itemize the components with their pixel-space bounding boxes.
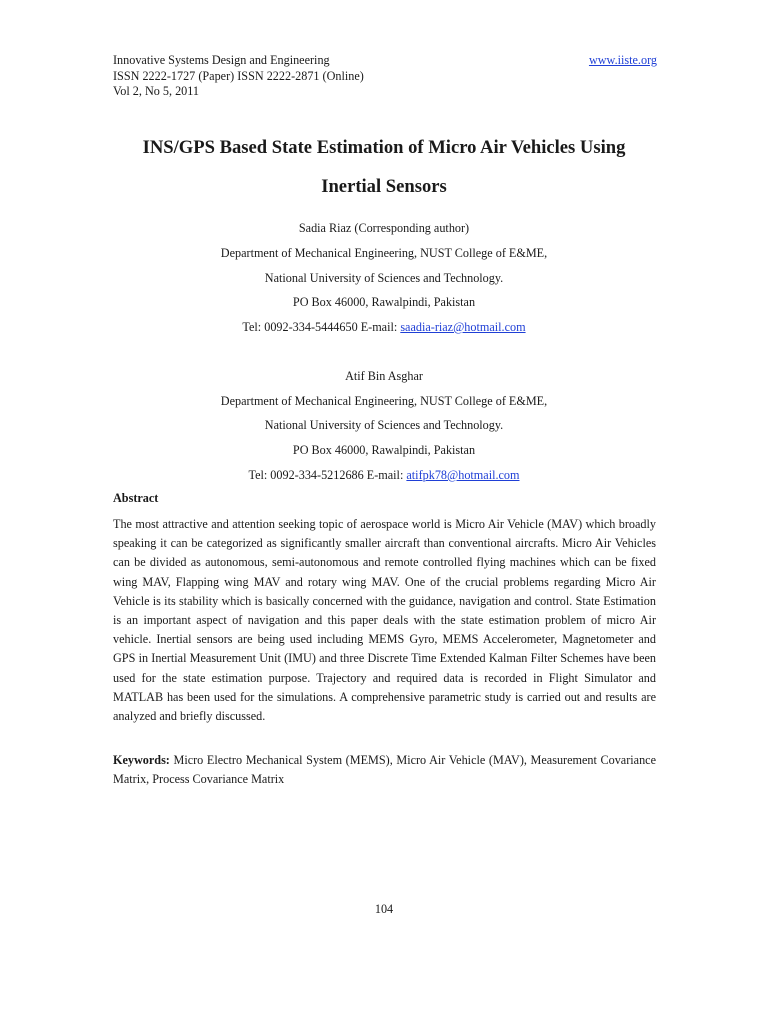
author-2-university: National University of Sciences and Technology. (264, 418, 504, 432)
abstract-heading: Abstract (113, 491, 159, 505)
author-2-email-link[interactable]: atifpk78@hotmail.com (406, 468, 520, 482)
author-1-address: PO Box 46000, Rawalpindi, Pakistan (292, 295, 476, 309)
author-2-address: PO Box 46000, Rawalpindi, Pakistan (292, 443, 476, 457)
paper-title-line-2: Inertial Sensors (321, 176, 447, 197)
author-2-phone: Tel: 0092-334-5212686 E-mail: (248, 468, 407, 482)
author-1-phone: Tel: 0092-334-5444650 E-mail: (242, 320, 401, 334)
issn-line: ISSN 2222-1727 (Paper) ISSN 2222-2871 (Online) (113, 68, 364, 83)
author-1-university: National University of Sciences and Technology. (264, 271, 504, 285)
keywords-text: Micro Electro Mechanical System (MEMS), Micro Air Vehicle (MAV), Measurement Covariance Matrix, Process Covariance Matrix (113, 753, 656, 787)
journal-name: Innovative Systems Design and Engineering (113, 53, 330, 67)
keywords-paragraph (113, 751, 656, 789)
author-2-contact (100, 468, 668, 483)
journal-header (113, 53, 657, 100)
author-1-name: Sadia Riaz (Corresponding author) (298, 221, 470, 235)
website-link[interactable]: www.iiste.org (588, 53, 657, 67)
author-2-department: Department of Mechanical Engineering, NUST College of E&ME, (220, 394, 548, 408)
volume-line: Vol 2, No 5, 2011 (113, 84, 199, 98)
author-2-name: Atif Bin Asghar (345, 369, 423, 383)
keywords-label: Keywords: (113, 753, 170, 767)
abstract-text: The most attractive and attention seeking topic of aerospace world is Micro Air Vehicle (MAV) which broadly speaking it can be categorized as significantly smaller aircraft than conventional aircrafts. Micro Air Vehicles can be divided as autonomous, semi-autonomous and remote controlled flying machines which can be fixed wing MAV, Flapping wing MAV and rotary wing MAV. One of the crucial problems regarding Micro Air Vehicle is its stability which is basically concerned with the guidance, navigation and control. State Estimation is an important aspect of navigation and this paper deals with the state estimation problem of micro Air vehicle. Inertial sensors are being used including MEMS Gyro, MEMS Accelerometer, Magnetometer and GPS in Inertial Measurement Unit (IMU) and three Discrete Time Extended Kalman Filter Schemes have been used for the state estimation purpose. Trajectory and required data is recorded in Flight Simulator and MATLAB has been used for the simulations. A comprehensive parametric study is carried out and results are analyzed and briefly discussed. (113, 517, 656, 724)
author-1-email-link[interactable]: saadia-riaz@hotmail.com (400, 320, 526, 334)
author-1-department: Department of Mechanical Engineering, NUST College of E&ME, (220, 246, 548, 260)
paper-title-line-1: INS/GPS Based State Estimation of Micro Air Vehicles Using (142, 137, 626, 158)
page-number: 104 (374, 902, 394, 916)
author-1-contact (100, 320, 668, 335)
